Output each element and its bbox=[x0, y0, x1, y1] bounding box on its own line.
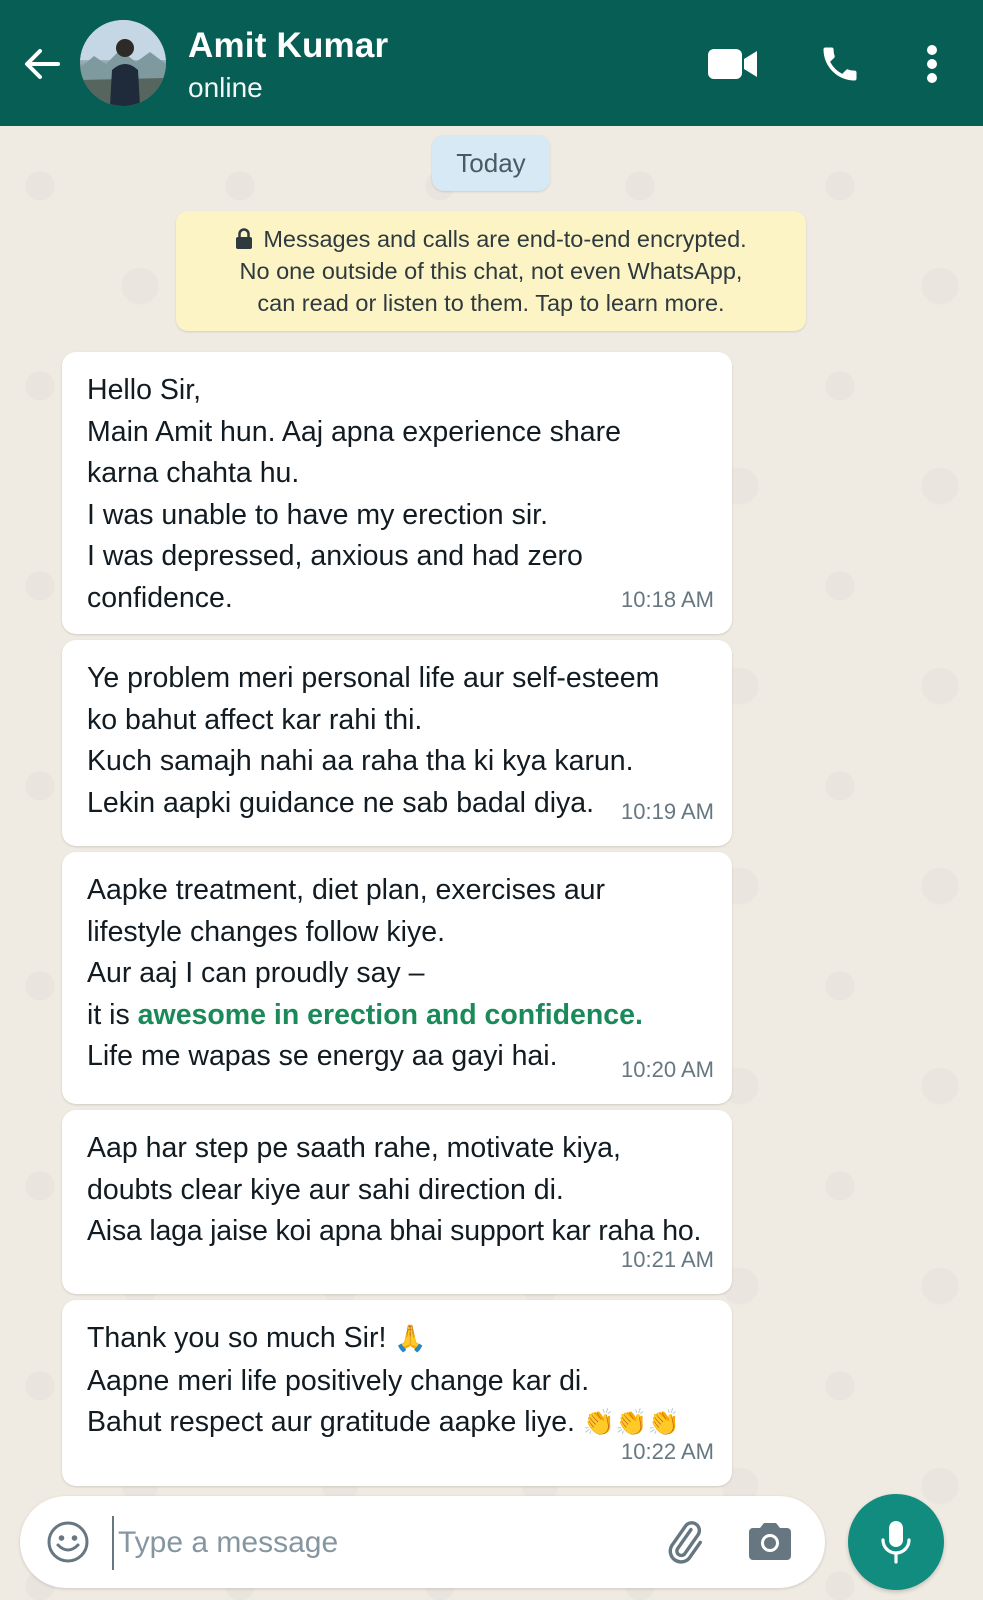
message-line: Hello Sir, bbox=[87, 374, 202, 406]
message-timestamp: 10:19 AM bbox=[621, 798, 714, 824]
message-line bbox=[87, 1318, 710, 1361]
message-text: Bahut respect aur gratitude aapke liye. bbox=[87, 1406, 575, 1438]
message-timestamp: 10:20 AM bbox=[621, 1056, 714, 1082]
attach-icon bbox=[660, 1518, 708, 1566]
message-line: lifestyle changes follow kiye. bbox=[87, 915, 446, 948]
message-bubble[interactable] bbox=[62, 852, 732, 1104]
video-call-button[interactable] bbox=[703, 40, 763, 88]
message-line: Main Amit hun. Aaj apna experience share bbox=[87, 415, 621, 448]
message-line: karna chahta hu. bbox=[87, 457, 300, 489]
contact-name[interactable]: Amit Kumar bbox=[188, 26, 389, 65]
message-bubble[interactable] bbox=[62, 1300, 732, 1486]
emoji-button[interactable] bbox=[46, 1520, 90, 1564]
message-bubble[interactable] bbox=[62, 640, 732, 846]
contact-status: online bbox=[188, 72, 263, 103]
encryption-notice[interactable] bbox=[176, 211, 806, 331]
message-line: Ye problem meri personal life aur self-esteem bbox=[87, 662, 660, 694]
camera-button[interactable] bbox=[745, 1518, 795, 1566]
video-call-icon bbox=[707, 47, 759, 81]
message-line: confidence. bbox=[87, 581, 233, 614]
more-options-icon bbox=[926, 44, 938, 84]
avatar-photo bbox=[80, 20, 166, 106]
back-arrow-icon bbox=[20, 42, 64, 86]
message-line bbox=[87, 1402, 710, 1445]
clapping-hands-emoji: 👏👏👏 bbox=[582, 1408, 681, 1438]
message-input[interactable] bbox=[112, 1516, 652, 1570]
camera-icon bbox=[745, 1518, 795, 1566]
message-line: I was depressed, anxious and had zero bbox=[87, 540, 583, 572]
message-timestamp: 10:21 AM bbox=[621, 1246, 714, 1272]
message-line: Aap har step pe saath rahe, motivate kiya, bbox=[87, 1132, 621, 1164]
date-chip: Today bbox=[432, 135, 550, 191]
mic-icon bbox=[876, 1518, 916, 1566]
message-composer bbox=[20, 1496, 825, 1588]
back-button[interactable] bbox=[20, 42, 64, 86]
highlighted-text: awesome in erection and confidence. bbox=[137, 998, 643, 1031]
encryption-text-line3: can read or listen to them. Tap to learn more. bbox=[257, 290, 725, 316]
emoji-icon bbox=[46, 1520, 90, 1564]
message-line: Aur aaj I can proudly say – bbox=[87, 957, 425, 989]
message-line: I was unable to have my erection sir. bbox=[87, 498, 548, 531]
message-line: Aisa laga jaise koi apna bhai support kar raha ho. bbox=[87, 1215, 702, 1247]
attach-button[interactable] bbox=[660, 1518, 708, 1566]
avatar[interactable] bbox=[80, 20, 166, 106]
message-line: ko bahut affect kar rahi thi. bbox=[87, 703, 423, 736]
message-line: Life me wapas se energy aa gayi hai. bbox=[87, 1040, 558, 1072]
message-timestamp: 10:22 AM bbox=[621, 1438, 714, 1464]
encryption-text-line1: Messages and calls are end-to-end encrypted. bbox=[263, 226, 747, 252]
message-line: Lekin aapki guidance ne sab badal diya. bbox=[87, 786, 595, 819]
lock-icon bbox=[235, 228, 253, 250]
message-line: Kuch samajh nahi aa raha tha ki kya karun. bbox=[87, 745, 634, 777]
voice-call-button[interactable] bbox=[815, 40, 865, 88]
encryption-text-line2: No one outside of this chat, not even WhatsApp, bbox=[239, 258, 743, 284]
message-timestamp: 10:18 AM bbox=[621, 586, 714, 612]
message-line: Aapke treatment, diet plan, exercises aur bbox=[87, 874, 606, 906]
chat-header bbox=[0, 0, 983, 126]
message-line: Aapne meri life positively change kar di. bbox=[87, 1364, 590, 1397]
message-line: doubts clear kiye aur sahi direction di. bbox=[87, 1173, 564, 1206]
folded-hands-emoji: 🙏 bbox=[394, 1324, 427, 1354]
message-bubble[interactable] bbox=[62, 352, 732, 634]
voice-call-icon bbox=[818, 42, 862, 86]
mic-button[interactable] bbox=[848, 1494, 944, 1590]
message-text: Thank you so much Sir! bbox=[87, 1322, 387, 1354]
message-bubble[interactable] bbox=[62, 1110, 732, 1294]
message-line bbox=[87, 995, 710, 1037]
more-options-button[interactable] bbox=[912, 40, 952, 88]
message-text: it is bbox=[87, 998, 138, 1031]
